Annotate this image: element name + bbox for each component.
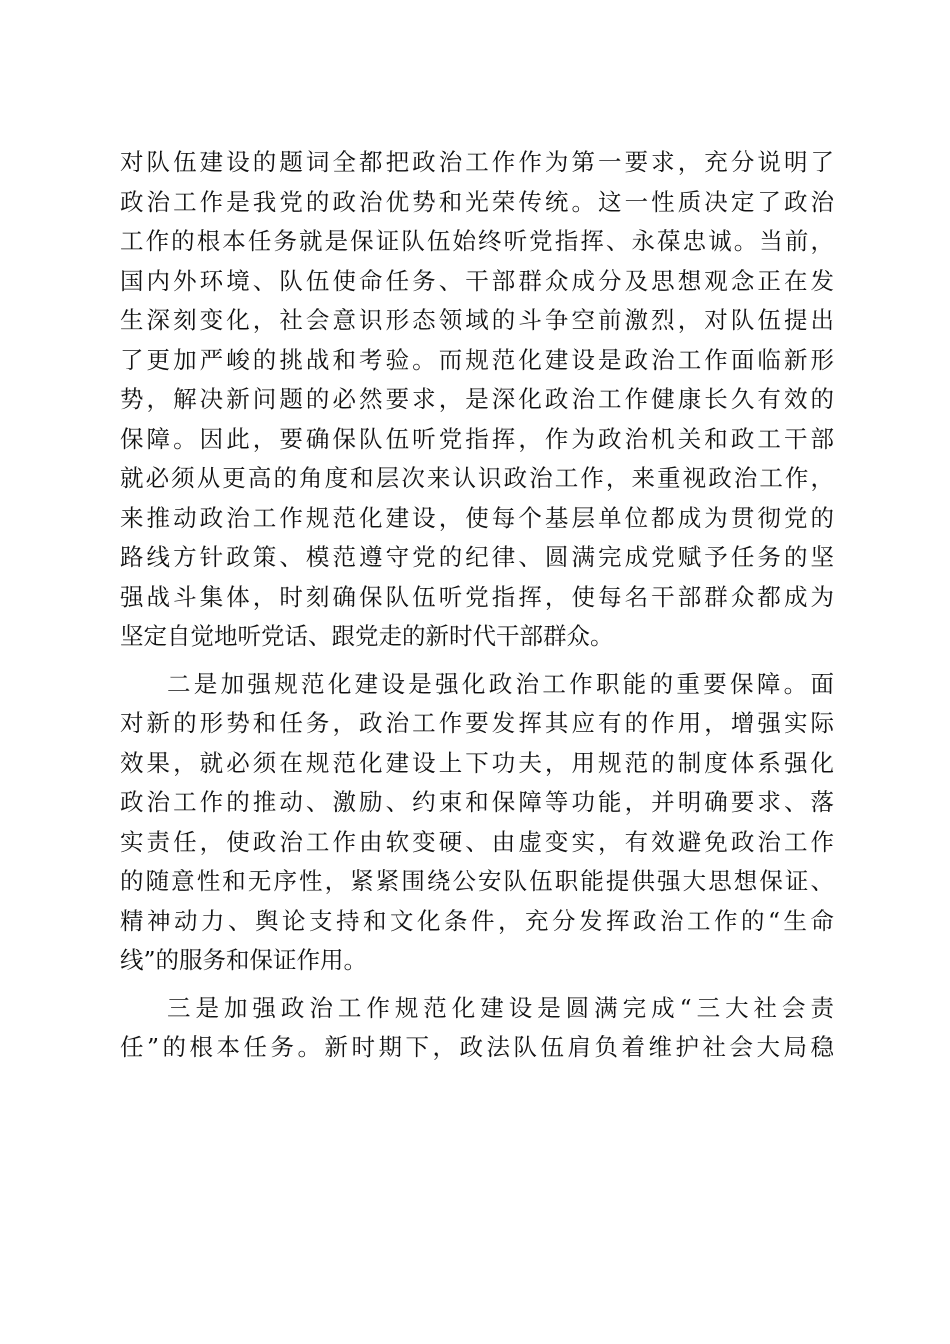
text-line: 对队伍建设的题词全都把政治工作作为第一要求，充分说明了 — [120, 148, 834, 176]
text-line: 政治工作是我党的政治优势和光荣传统。这一性质决定了政治 — [120, 187, 834, 216]
text-line: 实责任，使政治工作由软变硬、由虚变实，有效避免政治工作 — [120, 827, 834, 856]
text-line: 强战斗集体，时刻确保队伍听党指挥，使每名干部群众都成为 — [120, 582, 834, 611]
text-line: 线”的服务和保证作用。 — [120, 946, 368, 974]
text-line: 保障。因此，要确保队伍听党指挥，作为政治机关和政工干部 — [120, 424, 834, 453]
text-line: 二是加强规范化建设是强化政治工作职能的重要保障。面 — [167, 669, 834, 698]
paragraph-3 — [120, 989, 834, 1068]
text-line: 精神动力、舆论支持和文化条件，充分发挥政治工作的“生命 — [120, 906, 834, 935]
paragraph-spacer — [120, 657, 834, 665]
text-line: 任”的根本任务。新时期下，政法队伍肩负着维护社会大局稳 — [120, 1033, 834, 1061]
document-body — [120, 143, 834, 1068]
text-line: 势，解决新问题的必然要求，是深化政治工作健康长久有效的 — [120, 385, 834, 413]
paragraph-1 — [120, 143, 834, 657]
text-line: 效果，就必须在规范化建设上下功夫，用规范的制度体系强化 — [120, 748, 834, 777]
text-line: 的随意性和无序性，紧紧围绕公安队伍职能提供强大思想保证、 — [120, 867, 834, 895]
text-line: 路线方针政策、模范遵守党的纪律、圆满完成党赋予任务的坚 — [120, 543, 834, 571]
text-line: 坚定自觉地听党话、跟党走的新时代干部群众。 — [120, 622, 614, 650]
text-line: 对新的形势和任务，政治工作要发挥其应有的作用，增强实际 — [120, 709, 834, 737]
text-line: 工作的根本任务就是保证队伍始终听党指挥、永葆忠诚。当前， — [120, 227, 834, 255]
text-line: 来推动政治工作规范化建设，使每个基层单位都成为贯彻党的 — [120, 503, 834, 532]
text-line: 就必须从更高的角度和层次来认识政治工作，来重视政治工作， — [120, 464, 834, 492]
text-line: 国内外环境、队伍使命任务、干部群众成分及思想观念正在发 — [120, 266, 834, 295]
paragraph-2 — [120, 665, 834, 981]
paragraph-spacer — [120, 981, 834, 989]
text-line: 政治工作的推动、激励、约束和保障等功能，并明确要求、落 — [120, 788, 834, 816]
text-line: 三是加强政治工作规范化建设是圆满完成“三大社会责 — [167, 993, 834, 1022]
text-line: 生深刻变化，社会意识形态领域的斗争空前激烈，对队伍提出 — [120, 306, 834, 334]
text-line: 了更加严峻的挑战和考验。而规范化建设是政治工作面临新形 — [120, 345, 834, 374]
